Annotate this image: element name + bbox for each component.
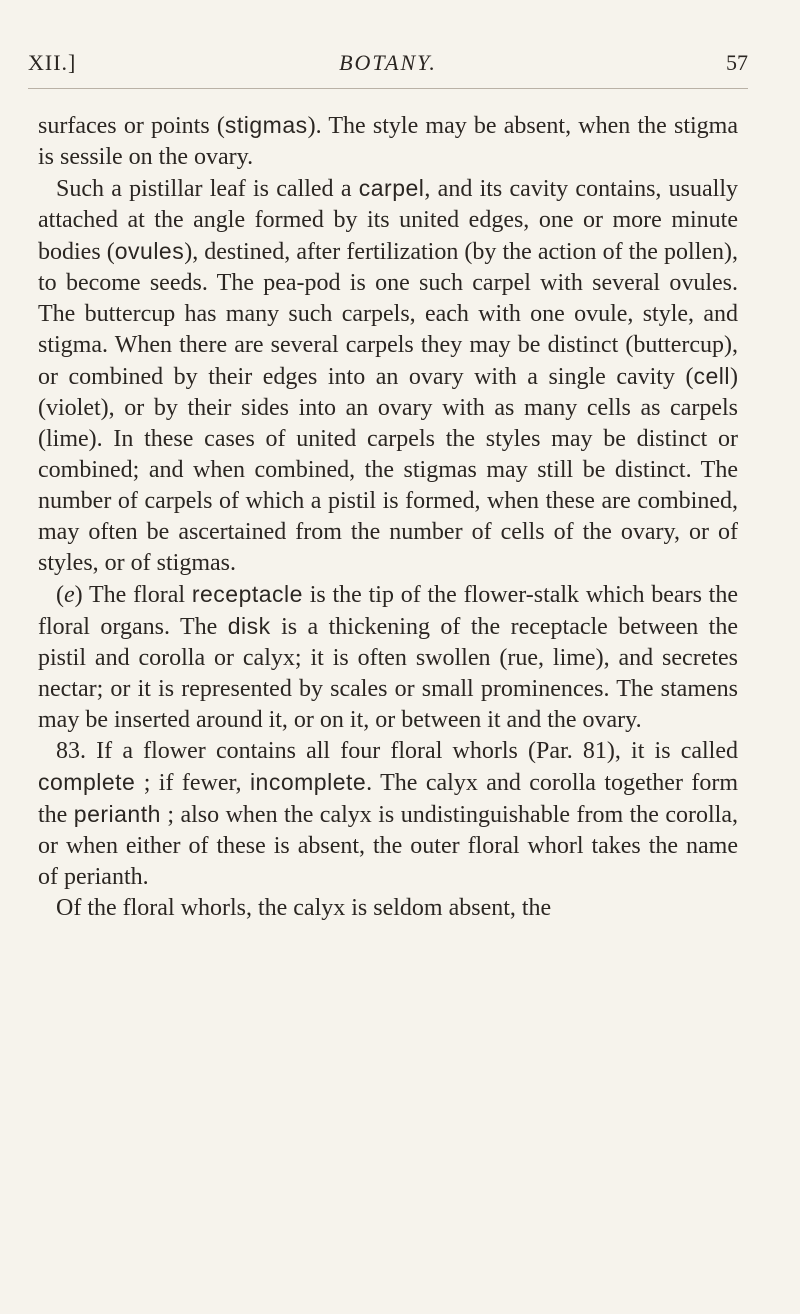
running-header bbox=[28, 50, 748, 90]
defined-term: carpel bbox=[358, 175, 425, 201]
running-title: BOTANY. bbox=[339, 50, 437, 75]
defined-term: receptacle bbox=[191, 581, 303, 607]
page-number: 57 bbox=[726, 50, 748, 75]
text-run: . The calyx and corolla together form the bbox=[38, 770, 739, 828]
italic-text: e bbox=[64, 582, 75, 608]
header-rule bbox=[28, 88, 748, 89]
text-run: Of the floral whorls, the calyx is seldom absent, the bbox=[56, 895, 552, 921]
defined-term: disk bbox=[227, 613, 271, 639]
text-run: ; also when the calyx is undistinguishable from the corolla, or when either of these is absent, the outer floral whorl takes the name of perianth. bbox=[38, 802, 738, 890]
text-run: ; if fewer, bbox=[135, 770, 250, 796]
paragraph bbox=[38, 173, 738, 579]
paragraph bbox=[38, 579, 738, 736]
text-run: , and its cavity contains, usually attached at the angle formed by its united edges, one or more minute bodies ( bbox=[38, 176, 738, 265]
text-run: ) The floral bbox=[74, 582, 192, 608]
paragraph bbox=[38, 110, 738, 173]
text-run: surfaces or points ( bbox=[38, 113, 225, 139]
text-run: ( bbox=[56, 582, 64, 608]
paragraph bbox=[38, 736, 738, 893]
defined-term: incomplete bbox=[249, 769, 367, 795]
text-run: ), destined, after fertilization (by the action of the pollen), to become seeds. The pea-pod is one such carpel with several ovules. The buttercup has many such carpels, each with one ovule, style, and stigma. When there are several carpels they may be distinct (buttercup), or combined by their edges into an ovary with a single cavity ( bbox=[38, 239, 739, 390]
chapter-marker: XII.] bbox=[28, 50, 77, 75]
defined-term: ovules bbox=[114, 238, 185, 264]
text-run: Such a pistillar leaf is called a bbox=[56, 176, 359, 202]
text-run: ). The style may be absent, when the stigma is sessile on the ovary. bbox=[38, 113, 738, 170]
defined-term: cell bbox=[693, 363, 730, 389]
paragraph bbox=[38, 893, 738, 924]
defined-term: perianth bbox=[73, 801, 161, 827]
text-run: ) (violet), or by their sides into an ovary with as many cells as carpels (lime). In these cases of united carpels the styles may be distinct or combined; and when combined, the stigmas may still be distinct. The number of carpels of which a pistil is formed, when these are combined, may often be ascertained from the number of cells of the ovary, or of styles, or of stigmas. bbox=[38, 364, 738, 576]
defined-term: stigmas bbox=[224, 112, 308, 138]
text-run: is a thickening of the receptacle between the pistil and corolla or calyx; it is often swollen (rue, lime), and secretes nectar; or it is represented by scales or small prominences. The stamens may be inserted around it, or on it, or between it and the ovary. bbox=[38, 614, 738, 733]
body-text bbox=[38, 110, 738, 924]
text-run: is the tip of the flower-stalk which bears the floral organs. The bbox=[38, 582, 739, 640]
defined-term: complete bbox=[38, 769, 136, 795]
text-run: 83. If a flower contains all four floral whorls (Par. 81), it is called bbox=[56, 738, 738, 764]
